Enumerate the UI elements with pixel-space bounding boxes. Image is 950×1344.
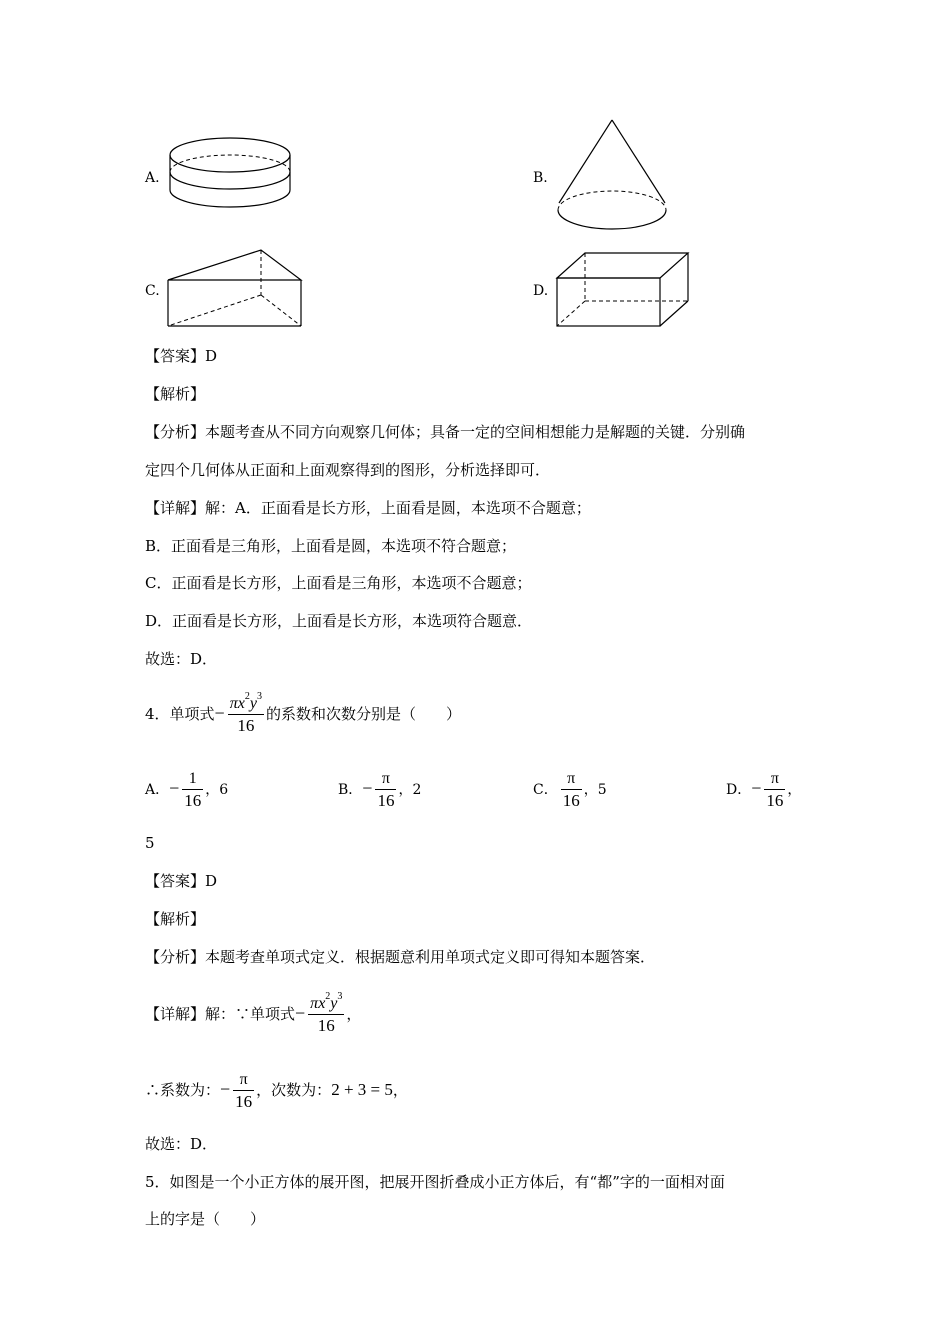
pi-symbol: π (229, 694, 238, 712)
q4-therefore (145, 1064, 408, 1115)
q3-analysis-heading: 【解析】 (145, 385, 206, 403)
detail-fraction: $\frac{\pi x^2y^3}{16}$ (310, 991, 343, 1035)
option-fraction: $\frac{\pi}{16}$ (766, 769, 784, 810)
q3-fenxi-line1: 【分析】本题考查从不同方向观察几何体；具备一定的空间相想能力是解题的关键．分别确 (145, 423, 746, 441)
option-tail: ，6 (205, 782, 229, 798)
option-b-label: B. (533, 170, 548, 186)
q4-option-d (726, 765, 801, 813)
q3-detail-line3: C．正面看是长方形，上面看是三角形，本选项不合题意； (145, 574, 532, 592)
q4-option-a (145, 765, 228, 813)
option-sign: − (362, 778, 373, 798)
q3-detail-line1: 【详解】解：A．正面看是长方形，上面看是圆，本选项不合题意； (145, 499, 591, 517)
detail-prefix: 【详解】解：∵单项式 (145, 1005, 296, 1023)
q4-option-c (533, 765, 607, 813)
option-label: C． (533, 782, 558, 798)
q4-option-wrap: 5 (145, 834, 155, 852)
option-d-label: D. (533, 283, 549, 299)
q4-minus: − (214, 703, 225, 723)
detail-minus: − (295, 1003, 306, 1023)
q3-conclusion: 故选：D． (145, 650, 218, 668)
therefore-fraction: $\frac{\pi}{16}$ (235, 1070, 253, 1111)
denominator: 16 (237, 715, 255, 735)
option-sign: − (751, 778, 762, 798)
q4-detail (145, 988, 361, 1039)
q4-stem (145, 688, 461, 739)
q4-analysis-heading: 【解析】 (145, 910, 206, 928)
option-tail: ， (787, 782, 802, 798)
option-tail: ，5 (583, 782, 607, 798)
option-sign: − (169, 778, 180, 798)
q3-answer: 【答案】D (145, 347, 218, 365)
q4-suffix: 的系数和次数分别是（ ） (265, 705, 461, 723)
q4-prefix: 4．单项式 (145, 705, 215, 723)
q4-conclusion: 故选：D． (145, 1135, 218, 1153)
exp-x: 2 (244, 691, 250, 703)
q4-fenxi: 【分析】本题考查单项式定义．根据题意利用单项式定义即可得知本题答案． (145, 948, 656, 966)
therefore-prefix: ∴系数为： (145, 1081, 221, 1099)
q3-fenxi-line2: 定四个几何体从正面和上面观察得到的图形，分析选择即可． (145, 461, 551, 479)
exp-y: 3 (256, 691, 262, 703)
q4-monomial-fraction (228, 691, 264, 737)
option-c-label: C. (145, 283, 160, 299)
therefore-suffix: ， (392, 1081, 408, 1099)
pi-symbol: π (310, 994, 319, 1012)
q3-detail-line2: B．正面看是三角形，上面看是圆，本选项不符合题意； (145, 537, 517, 555)
triangular-prism-figure (160, 245, 310, 335)
q4-option-b (338, 765, 421, 813)
cone-figure (550, 115, 675, 235)
degree-equation: 2 + 3 = 5 (331, 1080, 393, 1099)
q4-answer: 【答案】D (145, 872, 218, 890)
option-label: D． (726, 782, 752, 798)
var-y: y (249, 694, 257, 712)
q5-line2: 上的字是（ ） (145, 1210, 266, 1228)
option-a-label: A. (145, 170, 160, 186)
option-fraction: $\frac{1}{16}$ (184, 769, 202, 810)
detail-suffix: ， (346, 1005, 362, 1023)
option-label: B． (338, 782, 363, 798)
option-tail: ，2 (398, 782, 422, 798)
cylinder-figure (160, 130, 300, 225)
cuboid-figure (550, 245, 695, 335)
option-fraction: $\frac{\pi}{16}$ (377, 769, 395, 810)
option-label: A． (145, 782, 170, 798)
var-x: x (237, 694, 245, 712)
q5-line1: 5．如图是一个小正方体的展开图，把展开图折叠成小正方体后，有“都”字的一面相对面 (145, 1173, 725, 1191)
q3-detail-line4: D．正面看是长方形，上面看是长方形，本选项符合题意． (145, 612, 533, 630)
therefore-minus: − (220, 1079, 231, 1099)
option-fraction: $\frac{\pi}{16}$ (562, 769, 580, 810)
therefore-mid: ，次数为： (256, 1081, 332, 1099)
